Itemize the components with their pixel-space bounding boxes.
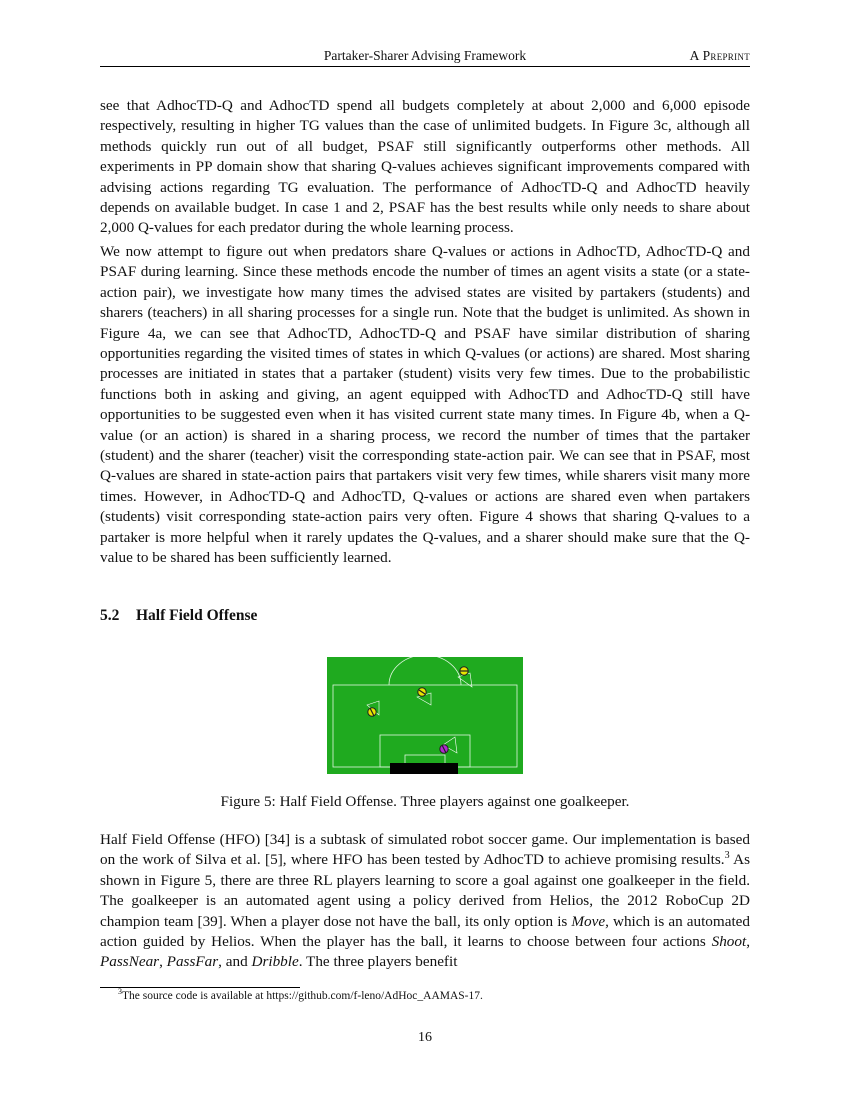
footnote-rule — [100, 987, 300, 988]
page-number: 16 — [418, 1030, 432, 1045]
hfo-field-figure — [327, 657, 523, 774]
section-heading — [100, 607, 257, 625]
section-title: Half Field Offense — [136, 607, 258, 624]
goal — [390, 763, 458, 774]
field-background — [327, 657, 523, 774]
footnote — [118, 987, 483, 1002]
paragraph-3: Half Field Offense (HFO) [34] is a subtask of simulated robot soccer game. Our implementation is based on the work of Silva et al. [5], where HFO has been tested by AdhocTD to achieve promising results.$^3$ As shown in Figure 5, there are three RL players learning to score a goal against one goalkeeper in the field. The goalkeeper is an automated agent using a policy derived from Helios, the 2012 RoboCup 2D champion team [39]. When a player dose not have the ball, its only option is Move, which is an automated action guided by Helios. When the player has the ball, it learns to choose between four actions Shoot, PassNear, PassFar, and Dribble. The three players benefit — [100, 831, 751, 971]
header-title: Partaker-Sharer Advising Framework — [323, 48, 527, 63]
footnote-mark: 3 — [118, 987, 122, 997]
footnote-ref: 3 — [724, 850, 730, 862]
footnote-text: The source code is available at https://github.com/f-leno/AdHoc_AAMAS-17. — [122, 990, 483, 1002]
header-preprint-label: A Preprint — [689, 48, 750, 63]
paragraph-2: We now attempt to figure out when predators share Q-values or actions in AdhocTD, AdhocTD-Q and PSAF during learning. Since these methods encode the number of times an agent visits a state (or a state-action pair), we investigate how many times the advised states are visited by partakers (students) and sharers (teachers) in all sharing processes for a single run. Note that the budget is unlimited. As shown in Figure 4a, we can see that AdhocTD, AdhocTD-Q and PSAF have similar distribution of sharing opportunities regarding the visited times of states in which Q-values (or actions) are shared. Most sharing processes are initiated in states that a partaker (student) visits very few times. Due to the probabilistic functions both in asking and giving, an agent equipped with AdhocTD and AdhocTD-Q still have opportunities to be suggested even when it has visited current state many times. In Figure 4b, when a Q-value (or an action) is shared in a sharing process, we record the number of times that the partaker (student) and the sharer (teacher) visit the corresponding state-action pair. We can see that in PSAF, most Q-values are shared in state-action pairs that partakers visit very few times, while sharers visit many more times. However, in AdhocTD-Q and AdhocTD, Q-values or actions are shared even when partakers (students) visit corresponding state-action pairs very often. Figure 4 shows that sharing Q-values to a partaker is more helpful when it rarely updates the Q-values, and a sharer should make sure that the Q-value to be shared has been sufficiently learned. — [100, 243, 750, 567]
header-rule — [100, 66, 750, 67]
section-number: 5.2 — [100, 607, 120, 624]
paragraph-1: see that AdhocTD-Q and AdhocTD spend all budgets completely at about 2,000 and 6,000 episode respectively, resulting in higher TG values than the case of unlimited budgets. In Figure 3c, although all methods quickly run out of all budget, PSAF still significantly outperforms other methods. All experiments in PP domain show that sharing Q-values achieves significant improvements compared with advising actions regarding TG evaluation. The performance of AdhocTD-Q and AdhocTD heavily depends on available budget. In case 1 and 2, PSAF has the best results while only needs to share about 2,000 Q-values for each predator during the whole learning process. — [100, 97, 750, 237]
running-header — [100, 46, 750, 66]
figure-caption: Figure 5: Half Field Offense. Three players against one goalkeeper. — [220, 793, 630, 810]
